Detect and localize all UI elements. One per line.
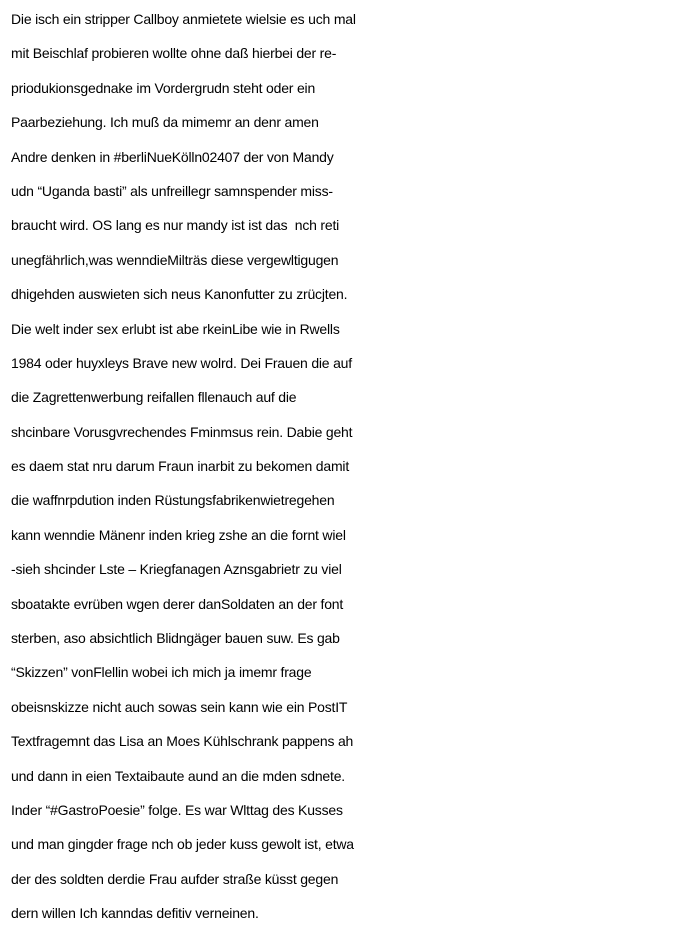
text-line: und man gingder frage nch ob jeder kuss gewolt ist, etwa bbox=[11, 836, 354, 853]
text-line: die Zagrettenwerbung reifallen fllenauch auf die bbox=[11, 389, 297, 406]
text-line: -sieh shcinder Lste – Kriegfanagen Aznsgabrietr zu viel bbox=[11, 561, 342, 578]
body-text bbox=[11, 2, 681, 931]
text-line: 1984 oder huyxleys Brave new wolrd. Dei Frauen die auf bbox=[11, 354, 352, 371]
text-line: “Skizzen” vonFlellin wobei ich mich ja imemr frage bbox=[11, 664, 312, 681]
text-line: Andre denken in #berliNueKölln02407 der von Mandy bbox=[11, 148, 334, 165]
text-line: Paarbeziehung. Ich muß da mimemr an denr amen bbox=[11, 114, 319, 131]
text-line: udn “Uganda basti” als unfreillegr samnspender miss- bbox=[11, 182, 333, 199]
text-line: dern willen Ich kanndas defitiv verneinen. bbox=[11, 905, 259, 922]
text-line: Textfragemnt das Lisa an Moes Kühlschrank pappens ah bbox=[11, 733, 354, 750]
text-line: obeisnskizze nicht auch sowas sein kann wie ein PostIT bbox=[11, 698, 348, 715]
text-line: priodukionsgednake im Vordergrudn steht oder ein bbox=[11, 79, 316, 96]
text-line: der des soldten derdie Frau aufder straße küsst gegen bbox=[11, 870, 339, 887]
text-line: die waffnrpdution inden Rüstungsfabrikenwietregehen bbox=[11, 492, 335, 509]
text-line: mit Beischlaf probieren wollte ohne daß hierbei der re- bbox=[11, 45, 337, 62]
text-line: dhigehden auswieten sich neus Kanonfutter zu zrücjten. bbox=[11, 286, 348, 303]
text-line: shcinbare Vorusgvrechendes Fminmsus rein. Dabie geht bbox=[11, 423, 353, 440]
text-line: und dann in eien Textaibaute aund an die mden sdnete. bbox=[11, 767, 345, 784]
text-line: braucht wird. OS lang es nur mandy ist ist das nch reti bbox=[11, 217, 340, 234]
text-line: Die isch ein stripper Callboy anmietete wielsie es uch mal bbox=[11, 11, 356, 27]
text-line: sterben, aso absichtlich Blidngäger bauen suw. Es gab bbox=[11, 630, 340, 647]
text-line: es daem stat nru darum Fraun inarbit zu bekomen damit bbox=[11, 458, 350, 475]
text-line: unegfährlich,was wenndieMilträs diese vergewltigugen bbox=[11, 251, 339, 268]
text-line: kann wenndie Mänenr inden krieg zshe an die fornt wiel bbox=[11, 526, 346, 543]
text-line: Inder “#GastroPoesie” folge. Es war Wlttag des Kusses bbox=[11, 801, 343, 818]
text-line: sboatakte evrüben wgen derer danSoldaten an der font bbox=[11, 595, 344, 612]
text-line: Die welt inder sex erlubt ist abe rkeinLibe wie in Rwells bbox=[11, 320, 340, 337]
